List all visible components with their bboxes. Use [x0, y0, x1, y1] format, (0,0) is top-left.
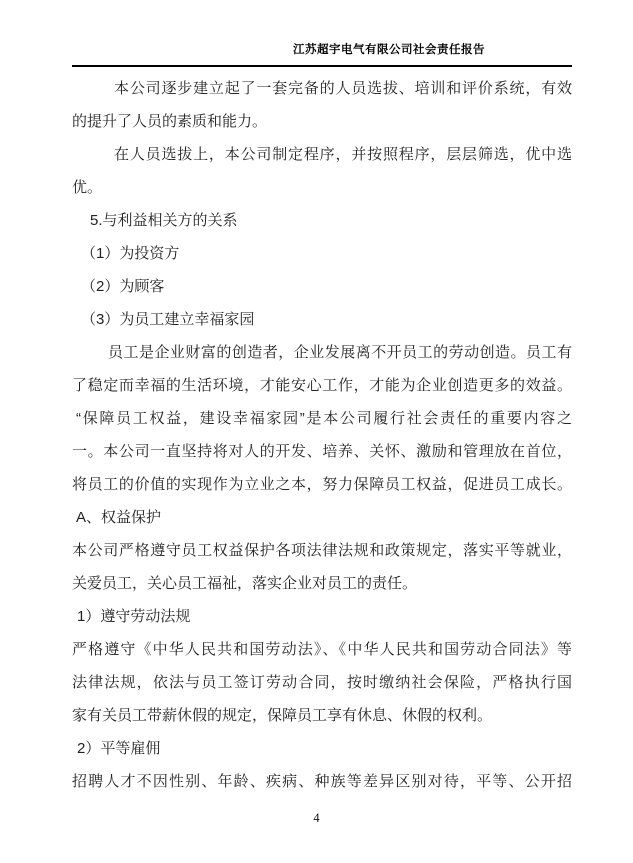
list-item: （3）为员工建立幸福家园 — [81, 311, 255, 328]
page-header-title: 江苏超宇电气有限公司社会责任报告 — [293, 44, 485, 56]
sub-heading: 1）遵守劳动法规 — [77, 608, 191, 625]
body-line: “保障员工权益，建设幸福家园”是本公司履行社会责任的重要内容之 — [76, 410, 572, 427]
body-line: 员工是企业财富的创造者，企业发展离不开员工的劳动创造。员工有 — [108, 344, 572, 361]
body-line: 优。 — [72, 179, 103, 196]
body-line: 将员工的价值的实现作为立业之本，努力保障员工权益，促进员工成长。 — [72, 476, 572, 493]
sub-heading: 2）平等雇佣 — [77, 740, 161, 757]
body-line: 招聘人才不因性别、年龄、疾病、种族等差异区别对待，平等、公开招 — [72, 773, 572, 790]
sub-heading: A、权益保护 — [76, 509, 162, 526]
body-line: 本公司严格遵守员工权益保护各项法律法规和政策规定，落实平等就业， — [72, 542, 572, 559]
document-body — [72, 72, 572, 798]
body-line: 的提升了人员的素质和能力。 — [72, 113, 268, 130]
body-line: 在人员选拔上，本公司制定程序，并按照程序，层层筛选，优中选 — [114, 146, 572, 163]
body-line: 本公司逐步建立起了一套完备的人员选拔、培训和评价系统，有效 — [114, 80, 572, 97]
section-heading: 5.与利益相关方的关系 — [90, 212, 238, 229]
body-line: 家有关员工带薪休假的规定，保障员工享有休息、休假的权利。 — [72, 707, 493, 724]
header-rule — [72, 65, 572, 67]
body-line: 了稳定而幸福的生活环境，才能安心工作，才能为企业创造更多的效益。 — [72, 377, 572, 394]
body-line: 一。本公司一直坚持将对人的开发、培养、关怀、激励和管理放在首位， — [72, 443, 572, 460]
body-line: 关爱员工，关心员工福祉，落实企业对员工的责任。 — [72, 575, 418, 592]
page-number: 4 — [313, 811, 320, 825]
body-line: 严格遵守《中华人民共和国劳动法》、《中华人民共和国劳动合同法》等 — [72, 641, 572, 658]
body-line: 法律法规，依法与员工签订劳动合同，按时缴纳社会保险，严格执行国 — [72, 674, 572, 691]
list-item: （1）为投资方 — [81, 245, 180, 262]
list-item: （2）为顾客 — [81, 278, 165, 295]
